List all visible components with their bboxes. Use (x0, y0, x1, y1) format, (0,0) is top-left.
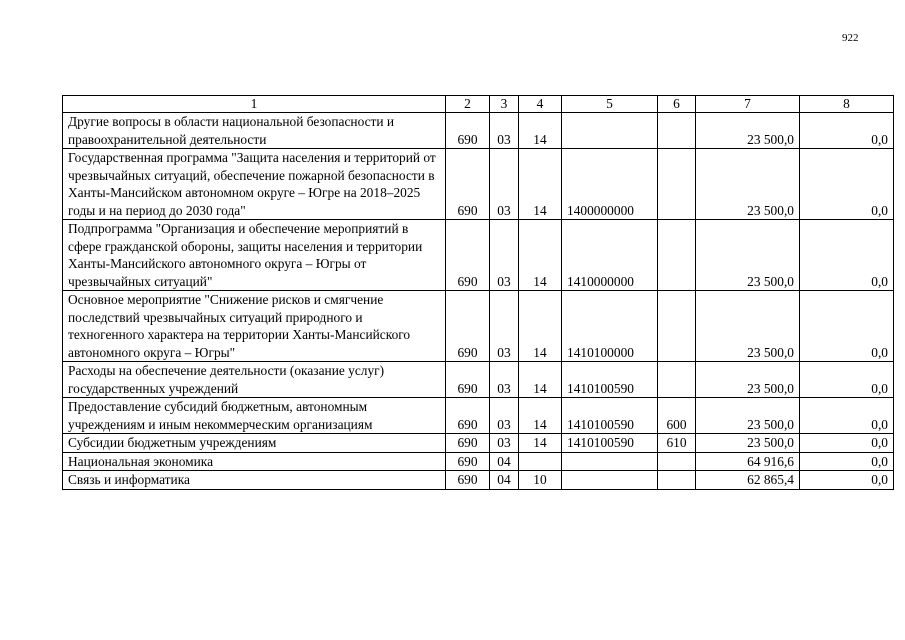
cell-target-article: 1400000000 (562, 149, 658, 220)
cell-target-article: 1410100000 (562, 291, 658, 362)
header-col-4: 4 (519, 96, 562, 113)
cell-section: 03 (490, 291, 519, 362)
header-col-5: 5 (562, 96, 658, 113)
cell-subsection: 14 (519, 220, 562, 291)
cell-section: 03 (490, 149, 519, 220)
cell-target-article: 1410100590 (562, 398, 658, 434)
table-row (63, 149, 894, 220)
table-row (63, 471, 894, 490)
cell-amount: 23 500,0 (696, 149, 800, 220)
cell-amount: 64 916,6 (696, 452, 800, 471)
table-row (63, 291, 894, 362)
cell-section: 04 (490, 452, 519, 471)
cell-amount-subvention: 0,0 (800, 113, 894, 149)
cell-name: Подпрограмма "Организация и обеспечение мероприятий в сфере гражданской обороны, защиты населения и территории Ханты-Мансийского автономного округа – Югры от чрезвычайных ситуаций" (63, 220, 446, 291)
cell-amount-subvention: 0,0 (800, 471, 894, 490)
cell-name: Предоставление субсидий бюджетным, автономным учреждениям и иным некоммерческим организациям (63, 398, 446, 434)
header-col-7: 7 (696, 96, 800, 113)
cell-expense-type (658, 452, 696, 471)
cell-expense-type (658, 113, 696, 149)
table-row (63, 362, 894, 398)
cell-target-article: 1410100590 (562, 362, 658, 398)
table-body (63, 113, 894, 490)
cell-admin-code: 690 (446, 220, 490, 291)
cell-admin-code: 690 (446, 398, 490, 434)
cell-expense-type (658, 149, 696, 220)
cell-admin-code: 690 (446, 362, 490, 398)
cell-admin-code: 690 (446, 113, 490, 149)
cell-target-article: 1410100590 (562, 434, 658, 453)
cell-amount-subvention: 0,0 (800, 398, 894, 434)
cell-amount-subvention: 0,0 (800, 362, 894, 398)
header-col-8: 8 (800, 96, 894, 113)
cell-admin-code: 690 (446, 149, 490, 220)
cell-subsection (519, 452, 562, 471)
cell-subsection: 10 (519, 471, 562, 490)
cell-name: Национальная экономика (63, 452, 446, 471)
cell-amount-subvention: 0,0 (800, 434, 894, 453)
cell-amount: 23 500,0 (696, 362, 800, 398)
cell-amount: 23 500,0 (696, 220, 800, 291)
cell-expense-type (658, 291, 696, 362)
cell-subsection: 14 (519, 291, 562, 362)
cell-name: Государственная программа "Защита населения и территорий от чрезвычайных ситуаций, обеспечение пожарной безопасности в Ханты-Мансийском автономном округе – Югре на 2018–2025 годы и на период до 2030 года" (63, 149, 446, 220)
cell-target-article (562, 113, 658, 149)
header-col-1: 1 (63, 96, 446, 113)
cell-section: 04 (490, 471, 519, 490)
cell-amount: 23 500,0 (696, 434, 800, 453)
cell-subsection: 14 (519, 362, 562, 398)
cell-target-article: 1410000000 (562, 220, 658, 291)
budget-table (62, 95, 894, 490)
cell-section: 03 (490, 434, 519, 453)
cell-amount: 62 865,4 (696, 471, 800, 490)
cell-section: 03 (490, 113, 519, 149)
cell-name: Связь и информатика (63, 471, 446, 490)
cell-amount: 23 500,0 (696, 398, 800, 434)
table-row (63, 452, 894, 471)
cell-subsection: 14 (519, 434, 562, 453)
cell-amount-subvention: 0,0 (800, 149, 894, 220)
cell-amount-subvention: 0,0 (800, 452, 894, 471)
table-row (63, 398, 894, 434)
header-col-6: 6 (658, 96, 696, 113)
header-col-3: 3 (490, 96, 519, 113)
cell-expense-type (658, 220, 696, 291)
table-row (63, 434, 894, 453)
cell-admin-code: 690 (446, 434, 490, 453)
table-header-row (63, 96, 894, 113)
cell-subsection: 14 (519, 398, 562, 434)
cell-name: Субсидии бюджетным учреждениям (63, 434, 446, 453)
cell-expense-type (658, 471, 696, 490)
cell-name: Другие вопросы в области национальной безопасности и правоохранительной деятельности (63, 113, 446, 149)
cell-subsection: 14 (519, 113, 562, 149)
cell-expense-type: 610 (658, 434, 696, 453)
cell-expense-type: 600 (658, 398, 696, 434)
cell-target-article (562, 471, 658, 490)
cell-expense-type (658, 362, 696, 398)
cell-amount-subvention: 0,0 (800, 291, 894, 362)
table-row (63, 113, 894, 149)
cell-name: Расходы на обеспечение деятельности (оказание услуг) государственных учреждений (63, 362, 446, 398)
header-col-2: 2 (446, 96, 490, 113)
cell-admin-code: 690 (446, 471, 490, 490)
cell-admin-code: 690 (446, 452, 490, 471)
cell-admin-code: 690 (446, 291, 490, 362)
page-number: 922 (842, 32, 859, 44)
cell-section: 03 (490, 220, 519, 291)
cell-name: Основное мероприятие "Снижение рисков и смягчение последствий чрезвычайных ситуаций природного и техногенного характера на территории Ханты-Мансийского автономного округа – Югры" (63, 291, 446, 362)
cell-section: 03 (490, 398, 519, 434)
cell-subsection: 14 (519, 149, 562, 220)
cell-section: 03 (490, 362, 519, 398)
cell-amount: 23 500,0 (696, 113, 800, 149)
cell-amount-subvention: 0,0 (800, 220, 894, 291)
cell-target-article (562, 452, 658, 471)
cell-amount: 23 500,0 (696, 291, 800, 362)
table-row (63, 220, 894, 291)
